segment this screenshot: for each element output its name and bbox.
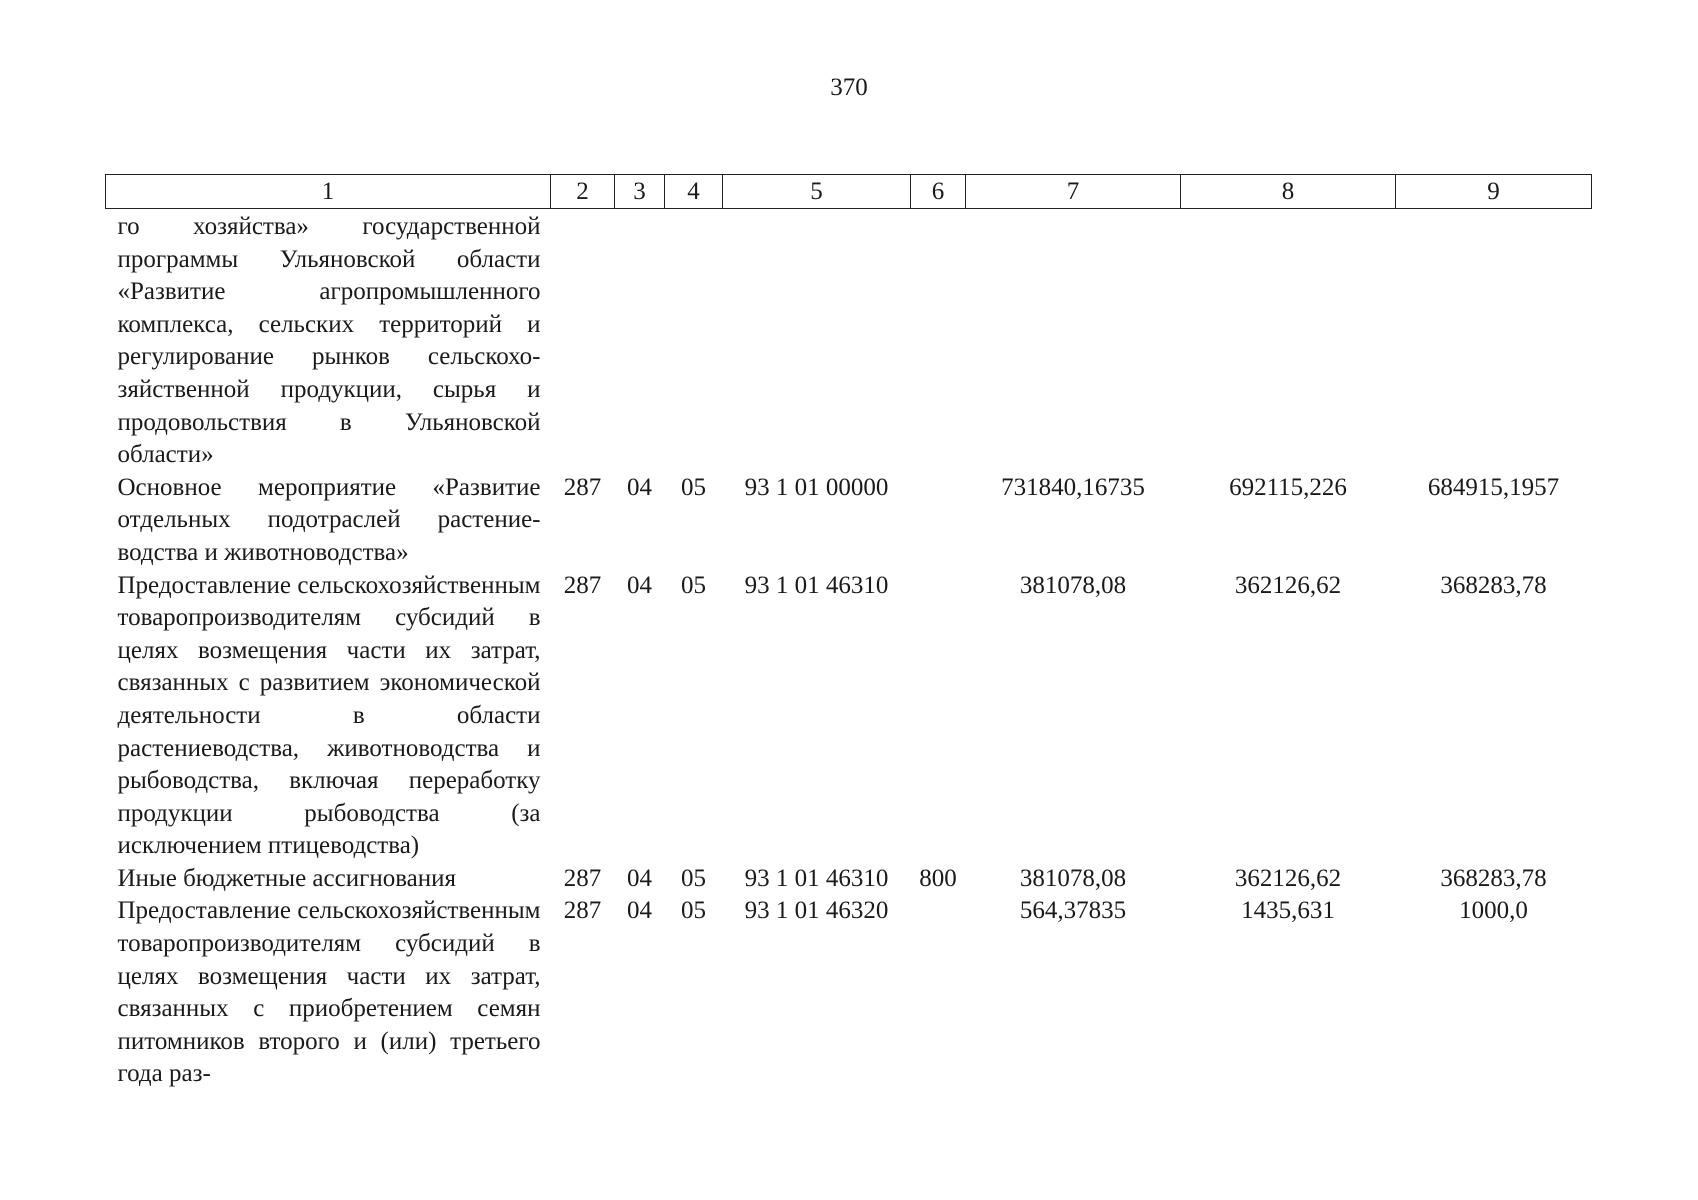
amount-year2: 362126,62 [1234, 864, 1342, 892]
ministry-code: 287 [563, 864, 602, 892]
table-row [106, 570, 1592, 863]
expense-type-code [911, 472, 966, 570]
column-header: 1 [106, 175, 551, 209]
target-article-code: 93 1 01 46320 [744, 897, 889, 925]
amount-year2: 692115,226 [1229, 473, 1347, 501]
target-article-code [723, 209, 911, 472]
amount-year2: 362126,62 [1234, 571, 1342, 599]
header-row [106, 175, 1592, 209]
amount-year1: 731840,16735 [1001, 473, 1145, 501]
amount-year3: 684915,1957 [1427, 473, 1560, 501]
ministry-code: 287 [563, 897, 602, 925]
table-row [106, 472, 1592, 570]
amount-year2: 1435,631 [1241, 897, 1335, 925]
column-header: 4 [665, 175, 723, 209]
amount-year1: 381078,08 [1019, 571, 1127, 599]
expense-type-code [911, 895, 966, 1091]
table-row [106, 863, 1592, 896]
subsection-code: 05 [681, 864, 706, 892]
section-code [615, 209, 665, 472]
row-description: Основное мероприятие «Развитие отдельных подотраслей растениеводства и животноводства» [117, 473, 541, 566]
expense-type-code: 800 [919, 864, 957, 892]
expense-type-code [911, 570, 966, 863]
column-header: 2 [551, 175, 615, 209]
amount-year3: 368283,78 [1440, 864, 1547, 892]
page-number: 370 [830, 74, 868, 101]
subsection-code: 05 [681, 473, 706, 501]
amount-year1: 564,37835 [1019, 897, 1127, 925]
target-article-code: 93 1 01 46310 [744, 571, 889, 599]
amount-year3 [1396, 209, 1592, 472]
column-header: 7 [966, 175, 1181, 209]
section-code: 04 [627, 897, 652, 925]
amount-year2 [1181, 209, 1396, 472]
target-article-code: 93 1 01 46310 [744, 864, 889, 892]
row-description: Предоставление сельскохозяйственным товаропроизводителям субсидий в целях возмещения части их затрат, связанных с развитием экономической деятельности в области растениеводства, животноводства и рыбоводства, включая переработку продукции рыбоводства (за исключением птицеводства) [117, 571, 541, 860]
column-header: 3 [615, 175, 665, 209]
ministry-code [551, 209, 615, 472]
row-description: Иные бюджетные ассигнования [117, 864, 457, 892]
column-header: 9 [1396, 175, 1592, 209]
row-description: Предоставление сельскохозяйственным товаропроизводителям субсидий в целях возмещения части их затрат, связанных с приобретением семян питомников второго и (или) третьего года раз- [117, 897, 541, 1088]
section-code: 04 [627, 571, 652, 599]
expense-type-code [911, 209, 966, 472]
subsection-code [665, 209, 723, 472]
target-article-code: 93 1 01 00000 [744, 473, 889, 501]
section-code: 04 [627, 864, 652, 892]
column-header: 6 [911, 175, 966, 209]
amount-year1 [966, 209, 1181, 472]
subsection-code: 05 [681, 571, 706, 599]
table-row [106, 209, 1592, 472]
row-description: го хозяйства» государственной программы Ульяновской области «Развитие агропромышленного комплекса, сельских территорий и регулирование рынков сельскохозяйственной продукции, сырья и продовольствия в Ульяновской области» [117, 213, 541, 469]
amount-year1: 381078,08 [1019, 864, 1127, 892]
section-code: 04 [627, 473, 652, 501]
ministry-code: 287 [563, 571, 602, 599]
amount-year3: 368283,78 [1440, 571, 1547, 599]
amount-year3: 1000,0 [1459, 897, 1528, 925]
ministry-code: 287 [563, 473, 602, 501]
table-row [106, 895, 1592, 1091]
budget-table [105, 174, 1592, 1091]
subsection-code: 05 [681, 897, 706, 925]
column-header: 5 [723, 175, 911, 209]
column-header: 8 [1181, 175, 1396, 209]
